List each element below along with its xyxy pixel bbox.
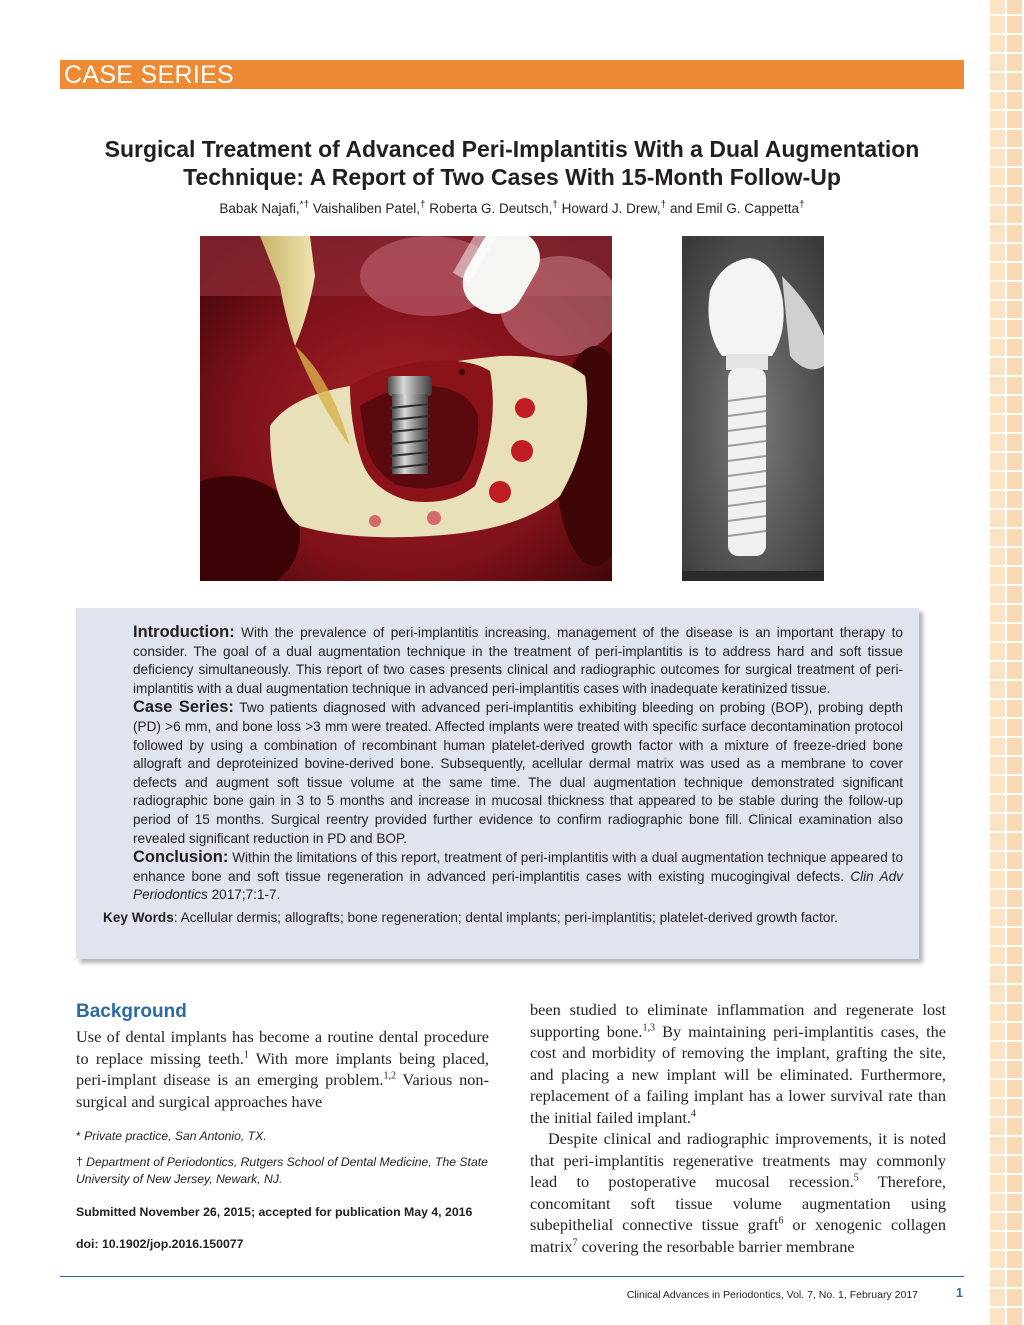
body-paragraph xyxy=(530,999,946,1128)
citation-journal: Clin Adv Periodontics xyxy=(133,868,903,903)
affiliation-mark: † xyxy=(660,199,667,211)
reference-mark: 7 xyxy=(572,1237,578,1249)
footer-rule xyxy=(60,1276,964,1277)
title-line-1: Surgical Treatment of Advanced Peri-Implantitis With a Dual Augmentation xyxy=(104,136,920,162)
case-heading: Case Series: xyxy=(133,698,234,717)
page-number: 1 xyxy=(956,1286,963,1300)
footnote-text: Department of Periodontics, Rutgers School of Dental Medicine, The State University of New Jersey, Newark, NJ. xyxy=(76,1155,488,1186)
footnote-2 xyxy=(76,1154,489,1188)
body-column-left xyxy=(76,1026,489,1112)
reference-mark: 6 xyxy=(778,1215,784,1227)
abstract-text xyxy=(103,623,903,905)
conclusion-heading: Conclusion: xyxy=(133,848,229,867)
edge-decoration xyxy=(990,0,1024,1325)
background-heading: Background xyxy=(76,1001,187,1022)
abstract-conclusion xyxy=(103,848,903,905)
footer-journal-info: Clinical Advances in Periodontics, Vol. 7, No. 1, February 2017 xyxy=(626,1289,918,1301)
abstract-box xyxy=(76,608,919,959)
intro-text: With the prevalence of peri-implantitis increasing, management of the disease is an important therapy to consider. The goal of a dual augmentation technique in the treatment of peri-implantitis is to address hard and soft tissue deficiency simultaneously. This report of two cases presents clinical and radiographic outcomes for surgical treatment of peri-implantitis with a dual augmentation technique in advanced peri-implantitis cases with inadequate keratinized tissue. xyxy=(133,625,903,696)
body-text: Various non-surgical and surgical approaches have xyxy=(76,1070,489,1111)
footnote-mark: * xyxy=(76,1129,81,1143)
key-words-label: Key Words xyxy=(103,910,174,925)
footnote-mark: † xyxy=(76,1155,83,1169)
reference-mark: 4 xyxy=(690,1108,696,1120)
body-text: or xenogenic collagen matrix xyxy=(530,1215,946,1256)
intraoral-surgical-photo xyxy=(200,236,612,581)
body-column-right xyxy=(530,999,946,1257)
doi: doi: 10.1902/jop.2016.150077 xyxy=(76,1237,244,1251)
reference-mark: 1,2 xyxy=(383,1070,396,1082)
body-text: Therefore, concomitant soft tissue volume augmentation using subepithelial connective tissue graft xyxy=(530,1172,946,1234)
intro-heading: Introduction: xyxy=(133,623,235,641)
article-title xyxy=(60,135,964,191)
periapical-radiograph xyxy=(682,236,824,581)
case-text: Two patients diagnosed with advanced peri-implantitis exhibiting bleeding on probing (BOP), probing depth (PD) >6 mm, and bone loss >3 mm were treated. Affected implants were treated with specific surface decontamination protocol followed by using a combination of recombinant human platelet-derived growth factor with a mixture of freeze-dried bone allograft and deproteinized bovine-derived bone. Subsequently, acellular dermal matrix was used as a membrane to cover defects and augment soft tissue volume at the same time. The dual augmentation technique demonstrated significant radiographic bone gain in 3 to 5 months and increase in mucosal thickness that appeared to be stable during the follow-up period of 15 months. Surgical reentry provided further evidence to confirm radiographic bone fill. Clinical examination also revealed significant reduction in PD and BOP. xyxy=(133,700,903,846)
submission-dates: Submitted November 26, 2015; accepted for publication May 4, 2016 xyxy=(76,1205,473,1219)
body-text: Despite clinical and radiographic improvements, it is noted that peri-implantitis regenerative treatments may commonly lead to postoperative mucosal recession. xyxy=(530,1129,946,1191)
affiliation-mark: † xyxy=(419,199,426,211)
reference-mark: 1,3 xyxy=(642,1022,655,1034)
body-text: Use of dental implants has become a routine dental procedure to replace missing teeth. xyxy=(76,1027,489,1068)
author: and Emil G. Cappetta xyxy=(666,201,800,216)
author: Vaishaliben Patel, xyxy=(309,201,420,216)
body-text: By maintaining peri-implantitis cases, the cost and morbidity of removing the implant, grafting the site, and placing a new implant will be eliminated. Furthermore, replacement of a failing implant has a lower survival rate than the initial failed implant. xyxy=(530,1021,946,1127)
footnote-text: Private practice, San Antonio, TX. xyxy=(84,1129,267,1143)
conclusion-text: Within the limitations of this report, treatment of peri-implantitis with a dual augmentation technique appeared to enhance bone and soft tissue regeneration in advanced peri-implantitis cases with existing mucogingival defects. xyxy=(133,850,903,884)
abstract-case-series xyxy=(103,698,903,848)
footnote-1 xyxy=(76,1128,489,1145)
section-banner xyxy=(60,60,964,89)
affiliation-mark: † xyxy=(799,199,805,211)
section-label: CASE SERIES xyxy=(64,61,235,89)
author: Babak Najafi, xyxy=(219,201,300,216)
reference-mark: 1 xyxy=(243,1049,249,1061)
author-list xyxy=(60,201,964,216)
author: Howard J. Drew, xyxy=(557,201,661,216)
body-text: been studied to eliminate inflammation and regenerate lost supporting bone. xyxy=(530,1000,946,1041)
title-line-2: Technique: A Report of Two Cases With 15-Month Follow-Up xyxy=(183,164,841,190)
body-paragraph xyxy=(530,1128,946,1257)
affiliation-mark: † xyxy=(552,199,558,211)
reference-mark: 5 xyxy=(853,1172,859,1184)
key-words-text: : Acellular dermis; allografts; bone regeneration; dental implants; peri-implantitis; platelet-derived growth factor. xyxy=(173,910,838,925)
body-text: With more implants being placed, peri-implant disease is an emerging problem. xyxy=(76,1048,490,1089)
abstract-introduction xyxy=(103,623,903,698)
affiliation-mark: *† xyxy=(299,199,310,211)
key-words xyxy=(103,910,903,925)
body-text: covering the resorbable barrier membrane xyxy=(577,1236,855,1256)
citation-details: 2017;7:1-7. xyxy=(207,887,281,903)
author: Roberta G. Deutsch, xyxy=(425,201,553,216)
body-paragraph xyxy=(76,1026,489,1112)
